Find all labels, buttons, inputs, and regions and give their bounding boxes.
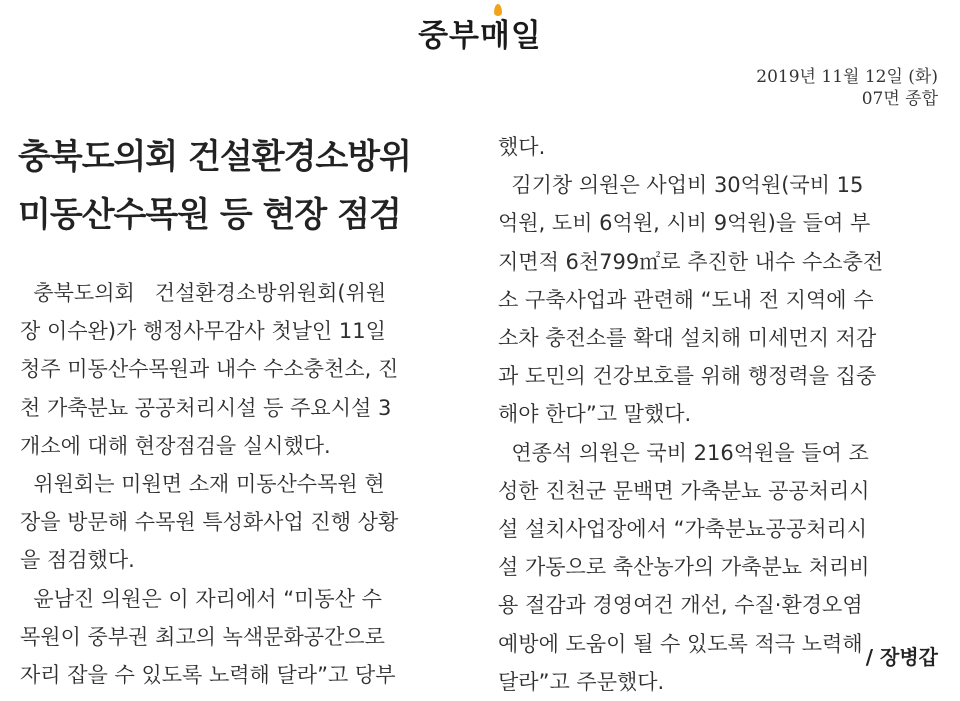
article-body-right-column (498, 128, 938, 701)
body-line: 김기창 의원은 사업비 30억원(국비 15 (498, 173, 864, 198)
flame-icon (494, 4, 502, 16)
body-line: 자리 잡을 수 있도록 노력해 달라”고 당부 (20, 663, 396, 688)
body-line: 목원이 중부권 최고의 녹색문화공간으로 (20, 624, 385, 649)
article-body-left-column (20, 274, 464, 694)
body-line: 해야 한다”고 말했다. (498, 402, 692, 427)
body-line: 장 이수완)가 행정사무감사 첫날인 11일 (20, 319, 386, 344)
body-line: 설 설치사업장에서 “가축분뇨공공처리시 (498, 517, 868, 542)
logo-text: 중부매일 (418, 18, 542, 54)
body-line: 했다. (498, 135, 546, 159)
reporter-byline: / 장병갑 (865, 645, 938, 669)
publication-date: 2019년 11월 12일 (화) (756, 67, 938, 87)
article-headline (18, 128, 478, 244)
body-line: 지면적 6천799㎡로 추진한 내수 수소충전 (498, 249, 884, 274)
headline-line-1: 충북도의회 건설환경소방위 (18, 137, 411, 177)
dateline (756, 66, 938, 110)
body-line: 소 구축사업과 관련해 “도내 전 지역에 수 (498, 287, 874, 312)
body-line: 예방에 도움이 될 수 있도록 적극 노력해 (498, 631, 863, 656)
body-line: 충북도의회 건설환경소방위원회(위원 (20, 281, 387, 305)
body-line: 과 도민의 건강보호를 위해 행정력을 집중 (498, 364, 877, 389)
body-line: 윤남진 의원은 이 자리에서 “미동산 수 (20, 586, 382, 611)
newspaper-logo (418, 10, 542, 55)
body-line: 달라”고 주문했다. (498, 669, 665, 694)
page-section: 07면 종합 (861, 89, 938, 109)
body-line: 개소에 대해 현장점검을 실시했다. (20, 433, 331, 458)
body-line: 위원회는 미원면 소재 미동산수목원 현 (20, 472, 385, 497)
body-line: 청주 미동산수목원과 내수 수소충천소, 진 (20, 357, 399, 382)
body-line: 억원, 도비 6억원, 시비 9억원)을 들여 부 (498, 211, 871, 236)
body-line: 소차 충전소를 확대 설치해 미세먼지 저감 (498, 326, 877, 351)
body-line: 용 절감과 경영여건 개선, 수질·환경오염 (498, 593, 863, 618)
body-line: 을 점검했다. (20, 548, 135, 573)
masthead (0, 10, 960, 55)
body-line: 성한 진천군 문백면 가축분뇨 공공처리시 (498, 478, 870, 503)
body-line: 연종석 의원은 국비 216억원을 들여 조 (498, 440, 869, 465)
body-line: 천 가축분뇨 공공처리시설 등 주요시설 3 (20, 395, 392, 420)
body-line: 장을 방문해 수목원 특성화사업 진행 상황 (20, 510, 399, 535)
headline-line-2: 미동산수목원 등 현장 점검 (18, 195, 401, 235)
body-line: 설 가동으로 축산농가의 가축분뇨 처리비 (498, 555, 870, 580)
